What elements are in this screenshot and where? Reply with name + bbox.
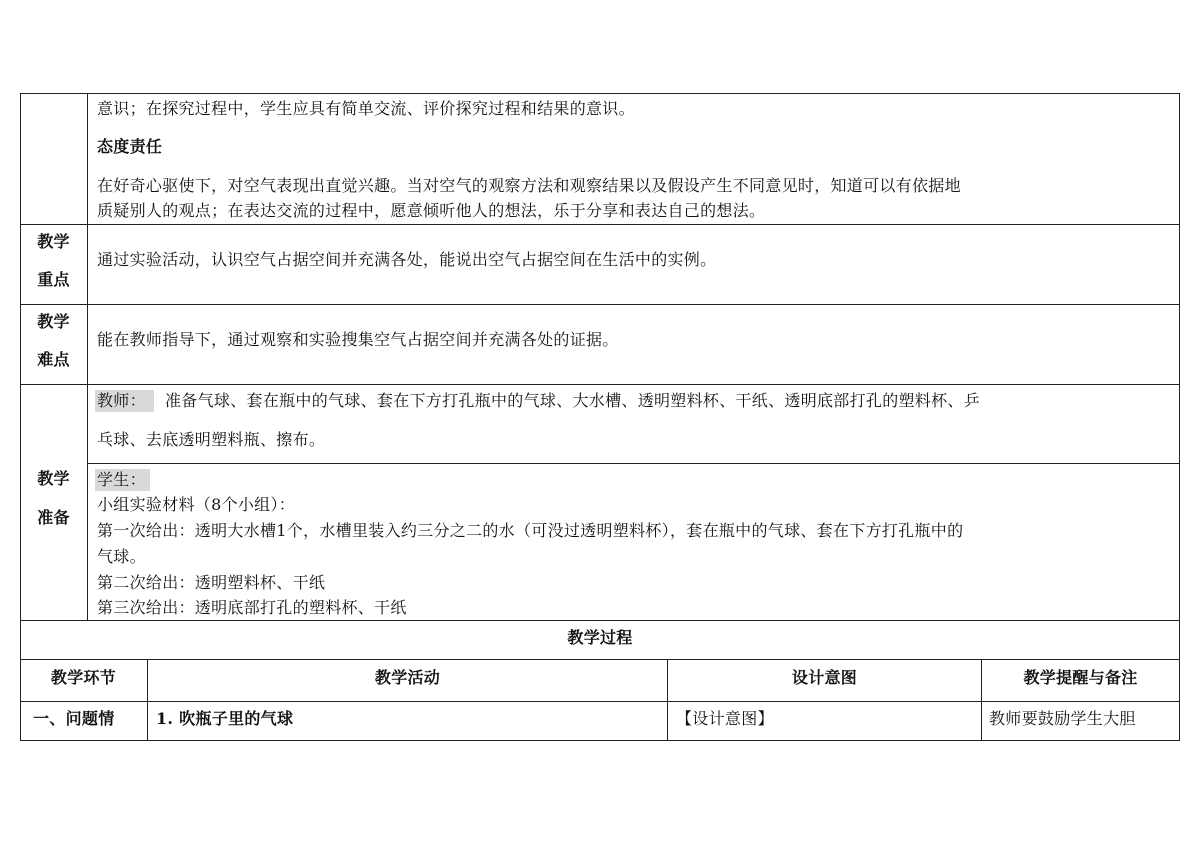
student-label: 学生： <box>95 469 150 491</box>
attitude-text: 在好奇心驱使下，对空气表现出直觉兴趣。当对空气的观察方法和观察结果以及假设产生不同意见时，知道可以有依据地 <box>97 176 961 195</box>
table-cell: 1. 吹瓶子里的气球 <box>156 709 294 728</box>
attitude-heading: 态度责任 <box>97 137 163 156</box>
teacher-materials: 乓球、去底透明塑料瓶、擦布。 <box>97 430 326 449</box>
row-divider <box>20 384 1180 385</box>
teacher-label: 教师： <box>95 390 154 412</box>
row-divider <box>20 620 1180 621</box>
header-cell: 教学活动 <box>374 668 441 687</box>
header-cell: 设计意图 <box>791 668 858 687</box>
objective-text: 意识；在探究过程中，学生应具有简单交流、评价探究过程和结果的意识。 <box>97 99 635 118</box>
table-cell: 【设计意图】 <box>676 709 774 728</box>
row-divider <box>88 463 1180 464</box>
attitude-text: 质疑别人的观点；在表达交流的过程中，愿意倾听他人的想法，乐于分享和表达自己的想法。 <box>97 201 766 220</box>
difficulties-label: 教学 <box>37 312 70 331</box>
difficulties-text: 能在教师指导下，通过观察和实验搜集空气占据空间并充满各处的证据。 <box>97 330 619 349</box>
difficulties-label: 难点 <box>37 350 70 369</box>
header-cell: 教学提醒与备注 <box>1023 668 1138 687</box>
student-materials: 第一次给出：透明大水槽1个，水槽里装入约三分之二的水（可没过透明塑料杯），套在瓶中的气球、套在下方打孔瓶中的 <box>97 521 964 540</box>
student-materials: 第二次给出：透明塑料杯、干纸 <box>97 573 326 592</box>
table-cell: 一、问题情 <box>33 709 115 728</box>
preparation-label: 准备 <box>37 508 70 527</box>
row-divider <box>20 304 1180 305</box>
process-title: 教学过程 <box>567 628 633 647</box>
table-border-top <box>20 93 1180 94</box>
student-materials: 第三次给出：透明底部打孔的塑料杯、干纸 <box>97 598 407 617</box>
header-cell: 教学环节 <box>50 668 117 687</box>
key-points-label: 教学 <box>37 232 70 251</box>
row-divider <box>20 659 1180 660</box>
student-materials: 小组实验材料（8个小组）： <box>97 495 296 514</box>
row-divider <box>20 701 1180 702</box>
label-column-divider <box>87 93 88 621</box>
preparation-label: 教学 <box>37 469 70 488</box>
key-points-text: 通过实验活动，认识空气占据空间并充满各处，能说出空气占据空间在生活中的实例。 <box>97 250 717 269</box>
table-cell: 教师要鼓励学生大胆 <box>989 709 1136 728</box>
student-materials: 气球。 <box>97 547 146 566</box>
table-border-bottom <box>20 740 1180 741</box>
key-points-label: 重点 <box>37 270 70 289</box>
teacher-materials: 准备气球、套在瓶中的气球、套在下方打孔瓶中的气球、大水槽、透明塑料杯、干纸、透明底部打孔的塑料杯、乒 <box>165 391 981 410</box>
row-divider <box>20 224 1180 225</box>
